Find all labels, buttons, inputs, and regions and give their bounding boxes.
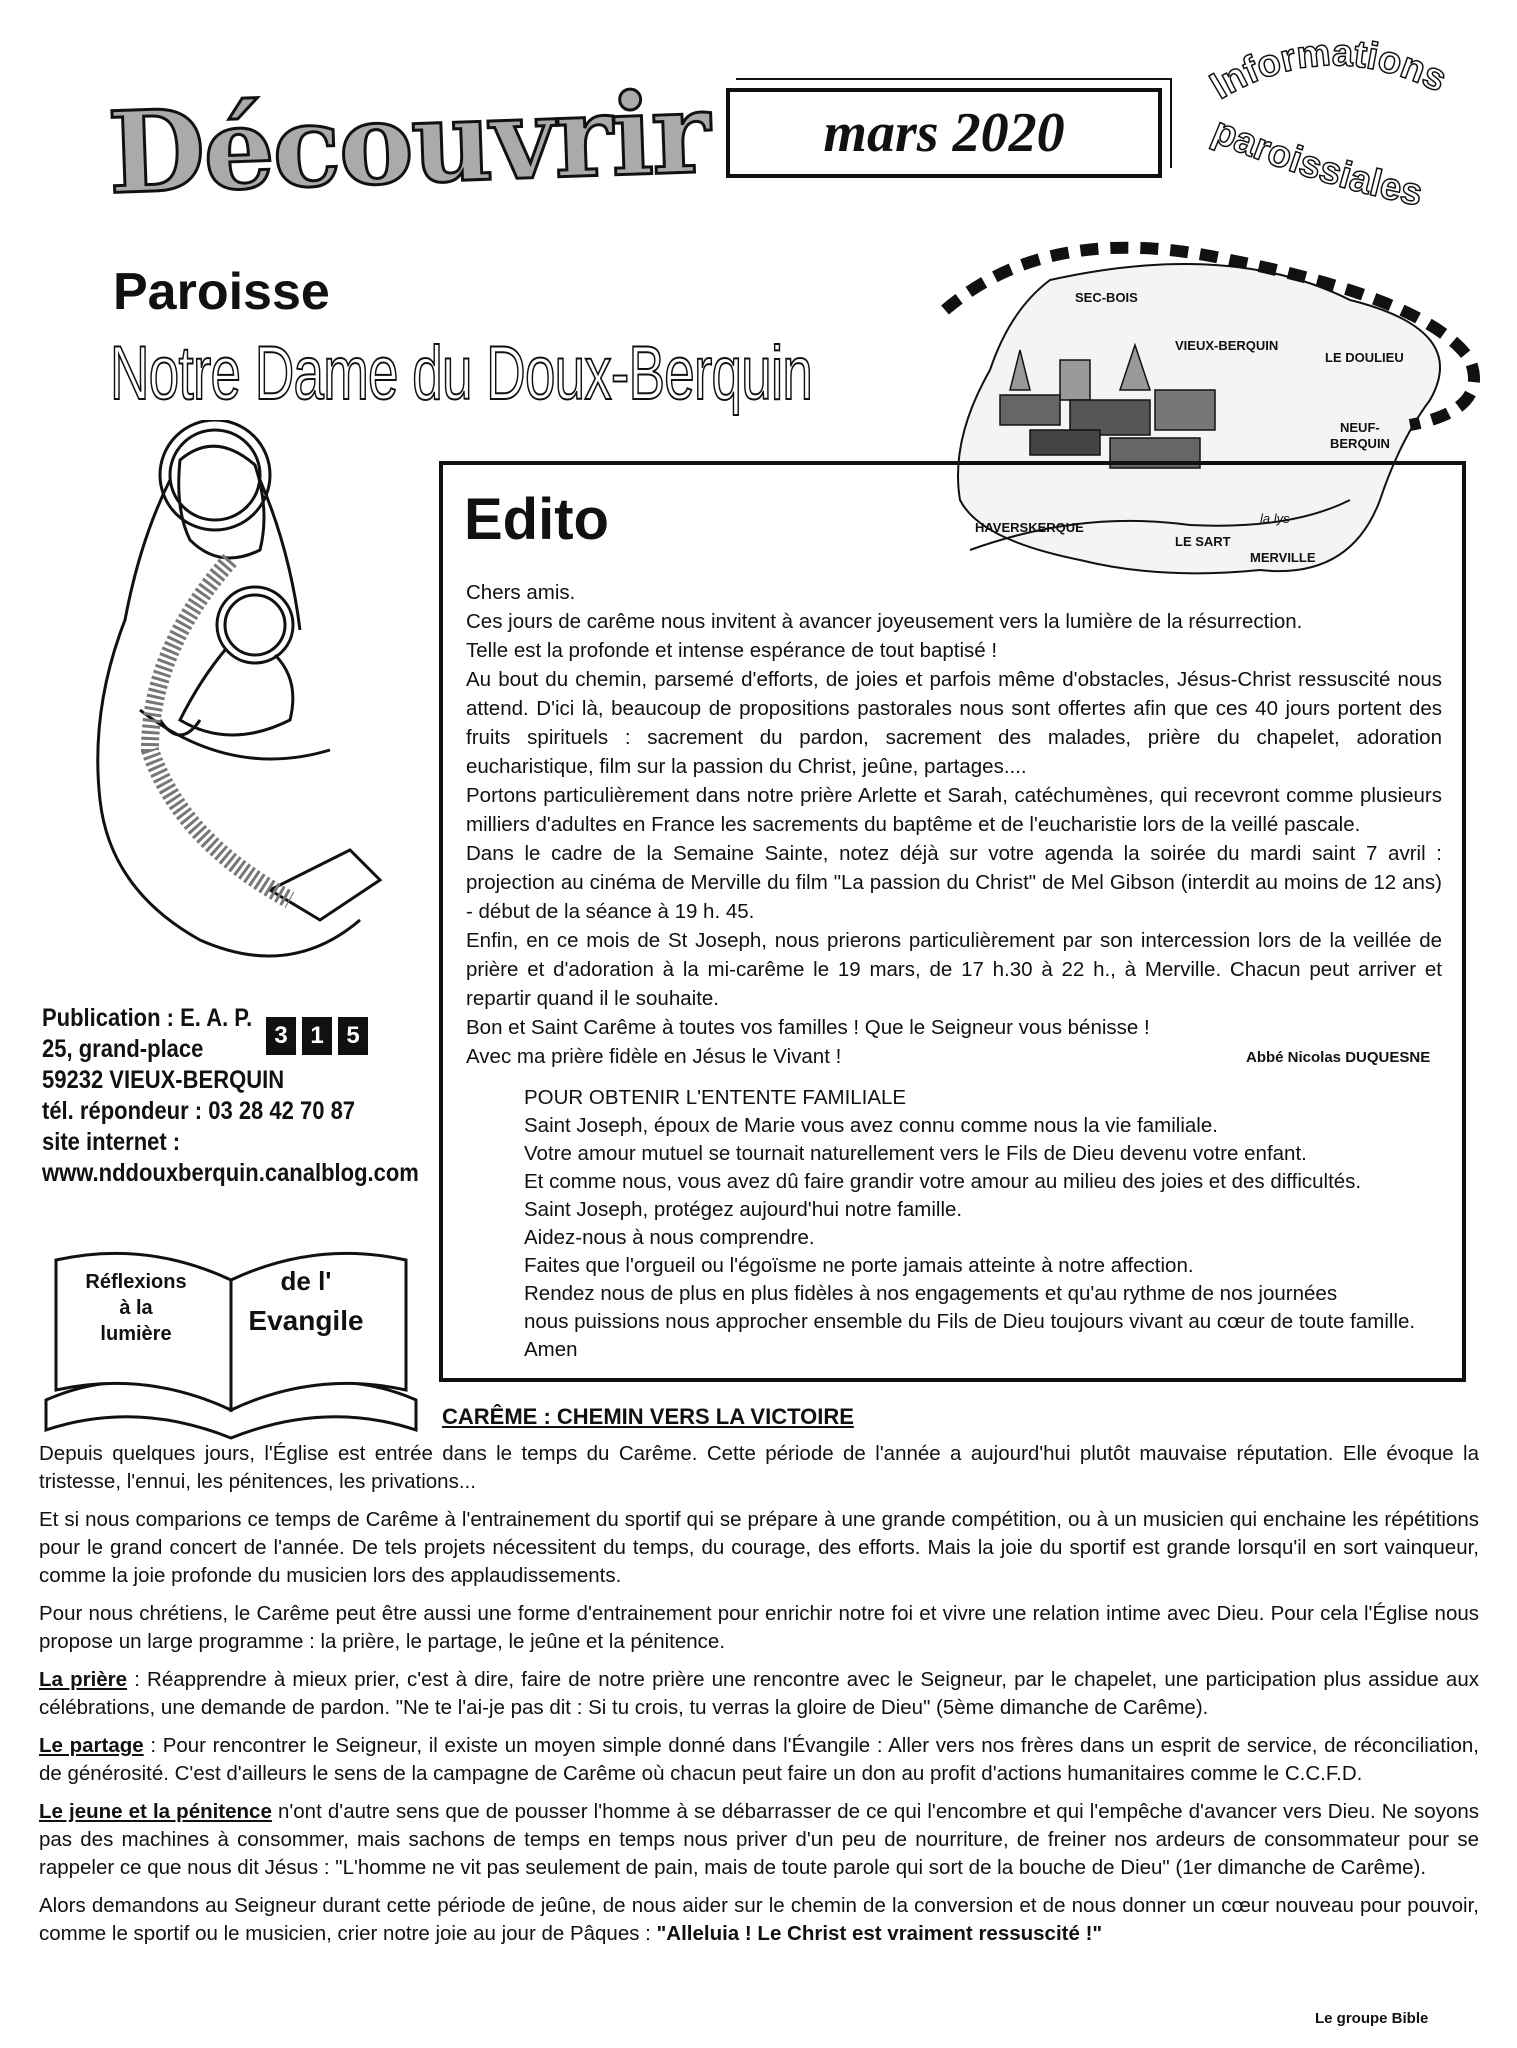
issue-number (266, 1017, 368, 1055)
address-line-2: 59232 VIEUX-BERQUIN (42, 1066, 285, 1094)
prayer-line: Saint Joseph, protégez aujourd'hui notre famille. (524, 1198, 963, 1221)
careme-jeune (39, 1798, 1479, 1882)
village-berquin: BERQUIN (1330, 436, 1390, 451)
careme-signature: Le groupe Bible (1315, 2010, 1429, 2027)
edito-text (466, 578, 1442, 1071)
edito-paragraph: Bon et Saint Carême à toutes vos familles ! Que le Seigneur vous bénisse ! (466, 1016, 1150, 1039)
book-left-line-3: lumière (100, 1323, 172, 1345)
edito-paragraph: Enfin, en ce mois de St Joseph, nous prierons particulièrement par son intercession lors de la veillée de prière et d'adoration à la mi-carême le 19 mars, de 17 h.30 à 22 h., à Merville. Chacun peut arriver et repartir quand il le souhaite. (466, 929, 1442, 1010)
priere-label: La prière (39, 1668, 128, 1691)
village-neuf: NEUF- (1340, 420, 1380, 435)
prayer-line: Amen (524, 1338, 578, 1361)
prayer-line: Saint Joseph, époux de Marie vous avez connu comme nous la vie familiale. (524, 1114, 1218, 1137)
virgin-and-child-illustration (30, 420, 430, 1000)
prayer-line: nous puissions nous approcher ensemble du Fils de Dieu toujours vivant au cœur de toute famille. (524, 1310, 1416, 1333)
river-label: la lys (1260, 511, 1290, 526)
careme-priere (39, 1666, 1479, 1722)
edito-signature: Abbé Nicolas DUQUESNE (1246, 1049, 1431, 1066)
masthead-title: Découvrir (105, 67, 711, 220)
prayer-block (524, 1084, 1454, 1364)
svg-text:Informations (1203, 32, 1453, 108)
prayer-line: Votre amour mutuel se tournait naturellement vers le Fils de Dieu devenu votre enfant. (524, 1142, 1307, 1165)
careme-title: CARÊME : CHEMIN VERS LA VICTOIRE (442, 1404, 854, 1429)
paroisse-label: Paroisse (113, 263, 330, 321)
prayer-line: Faites que l'orgueil ou l'égoïsme ne porte jamais atteinte à notre affection. (524, 1254, 1194, 1277)
careme-paragraph: Et si nous comparions ce temps de Carême à l'entrainement du sportif qui se prépare à une grande compétition, ou à un musicien qui enchaine les répétitions pour le grand concert de l'année. De tels projets nécessitent du temps, du courage, des efforts. Mais la joie du sportif est grande lorsqu'il en sort vainqueur, comme la joie profonde du musicien lors des applaudissements. (39, 1508, 1479, 1587)
prayer-line: POUR OBTENIR L'ENTENTE FAMILIALE (524, 1086, 907, 1109)
village-le-sart: LE SART (1175, 534, 1231, 549)
village-sec-bois: SEC-BOIS (1075, 290, 1138, 305)
arc-line-2: paroissiales (1206, 109, 1426, 215)
final-text: Alors demandons au Seigneur durant cette période de jeûne, de nous aider sur le chemin de la conversion et de nous donner un cœur nouveau pour pouvoir, comme le sportif ou le musicien, crier notre joie au jour de Pâques : (39, 1894, 1479, 1945)
open-book-illustration (36, 1240, 426, 1440)
book-left-line-2: à la (119, 1297, 153, 1319)
phone: tél. répondeur : 03 28 42 70 87 (42, 1097, 356, 1125)
edito-paragraph: Dans le cadre de la Semaine Sainte, notez déjà sur votre agenda la soirée du mardi saint 7 avril : projection au cinéma de Merville du film "La passion du Christ" de Mel Gibson (interdit au moins de 12 ans) - début de la séance à 19 h. 45. (466, 842, 1442, 923)
edito-paragraph: Chers amis. (466, 581, 576, 604)
site-url[interactable]: www.nddouxberquin.canalblog.com (42, 1159, 419, 1187)
priere-text: : Réapprendre à mieux prier, c'est à dire, faire de notre prière une rencontre avec le Seigneur, par le chapelet, une participation plus assidue aux célébrations, une demande de pardon. "Ne te l'ai-je pas dit : Si tu crois, tu verras la gloire de Dieu" (5ème dimanche de Carême). (39, 1668, 1479, 1719)
publication-label: Publication : E. A. P. (42, 1004, 253, 1032)
final-bold: "Alleluia ! Le Christ est vraiment ressuscité !" (656, 1922, 1103, 1945)
svg-text:paroissiales (1207, 110, 1426, 215)
site-label: site internet : (42, 1128, 181, 1156)
edito-paragraph: Ces jours de carême nous invitent à avancer joyeusement vers la lumière de la résurrection. (466, 610, 1303, 633)
careme-paragraph: Depuis quelques jours, l'Église est entrée dans le temps du Carême. Cette période de l'année a aujourd'hui plutôt mauvaise réputation. Elle évoque la tristesse, l'ennui, les pénitences, les privations... (39, 1442, 1479, 1493)
prayer-line: Rendez nous de plus en plus fidèles à nos engagements et qu'au rythme de nos journées (524, 1282, 1338, 1305)
village-vieux-berquin: VIEUX-BERQUIN (1175, 338, 1279, 353)
careme-final (39, 1892, 1479, 1948)
jeune-text: n'ont d'autre sens que de pousser l'homme à se débarrasser de ce qui l'encombre et qui l'empêche d'avancer vers Dieu. Ne soyons pas des machines à consommer, mais sachons de temps en temps nous priver d'un peu de nourriture, de freiner nos ardeurs de consommateur pour se rappeler ce que nous dit Jésus : "L'homme ne vit pas seulement de pain, mais de toute parole qui sort de la bouche de Dieu" (1er dimanche de Carême). (39, 1800, 1480, 1879)
jeune-label: Le jeune et la pénitence (39, 1800, 272, 1823)
date-box (726, 88, 1162, 178)
edito-title: Edito (464, 487, 609, 552)
address-line-1: 25, grand-place (42, 1035, 204, 1063)
issue-date: mars 2020 (823, 102, 1065, 164)
careme-body (39, 1440, 1479, 1958)
village-le-doulieu: LE DOULIEU (1325, 350, 1404, 365)
careme-partage (39, 1732, 1479, 1788)
prayer-line: Aidez-nous à nous comprendre. (524, 1226, 815, 1249)
issue-digit: 1 (302, 1017, 332, 1055)
edito-paragraph: Telle est la profonde et intense espérance de tout baptisé ! (466, 639, 998, 662)
book-left-line-1: Réflexions (85, 1271, 187, 1293)
edito-paragraph: Au bout du chemin, parsemé d'efforts, de joies et parfois même d'obstacles, Jésus-Christ ressuscité nous attend. D'ici là, beaucoup de propositions pastorales nous sont offertes afin que ces 40 jours portent des fruits spirituels : sacrement du pardon, sacrement des malades, prière du chapelet, adoration eucharistique, film sur la passion du Christ, jeûne, partages.... (466, 668, 1442, 778)
careme-paragraph: Pour nous chrétiens, le Carême peut être aussi une forme d'entrainement pour enrichir notre foi et vivre une relation intime avec Dieu. Pour cela l'Église nous propose un large programme : la prière, le partage, le jeûne et la pénitence. (39, 1602, 1479, 1653)
informations-paroissiales-arc (1200, 30, 1500, 220)
issue-digit: 3 (266, 1017, 296, 1055)
partage-text: : Pour rencontrer le Seigneur, il existe un moyen simple donné dans l'Évangile : Aller vers nos frères dans un esprit de service, de réconciliation, de générosité. C'est d'ailleurs le sens de la campagne de Carême où chacun peut faire un don au profit d'actions humanitaires comme le C.C.F.D. (39, 1734, 1479, 1785)
book-right-line-1: de l' (280, 1266, 332, 1296)
edito-paragraph: Avec ma prière fidèle en Jésus le Vivant ! (466, 1045, 842, 1068)
issue-digit: 5 (338, 1017, 368, 1055)
prayer-line: Et comme nous, vous avez dû faire grandir votre amour au milieu des joies et des difficultés. (524, 1170, 1362, 1193)
village-merville: MERVILLE (1250, 550, 1316, 565)
partage-label: Le partage (39, 1734, 144, 1757)
edito-paragraph: Portons particulièrement dans notre prière Arlette et Sarah, catéchumènes, qui recevront comme plusieurs milliers d'adultes en France les sacrements du baptême et de l'eucharistie lors de la veillé pascale. (466, 784, 1442, 836)
book-right-line-2: Evangile (248, 1305, 364, 1336)
arc-line-1: Informations (1203, 31, 1454, 108)
parish-name: Notre Dame du Doux-Berquin (110, 331, 813, 416)
village-haverskerque: HAVERSKERQUE (975, 520, 1084, 535)
